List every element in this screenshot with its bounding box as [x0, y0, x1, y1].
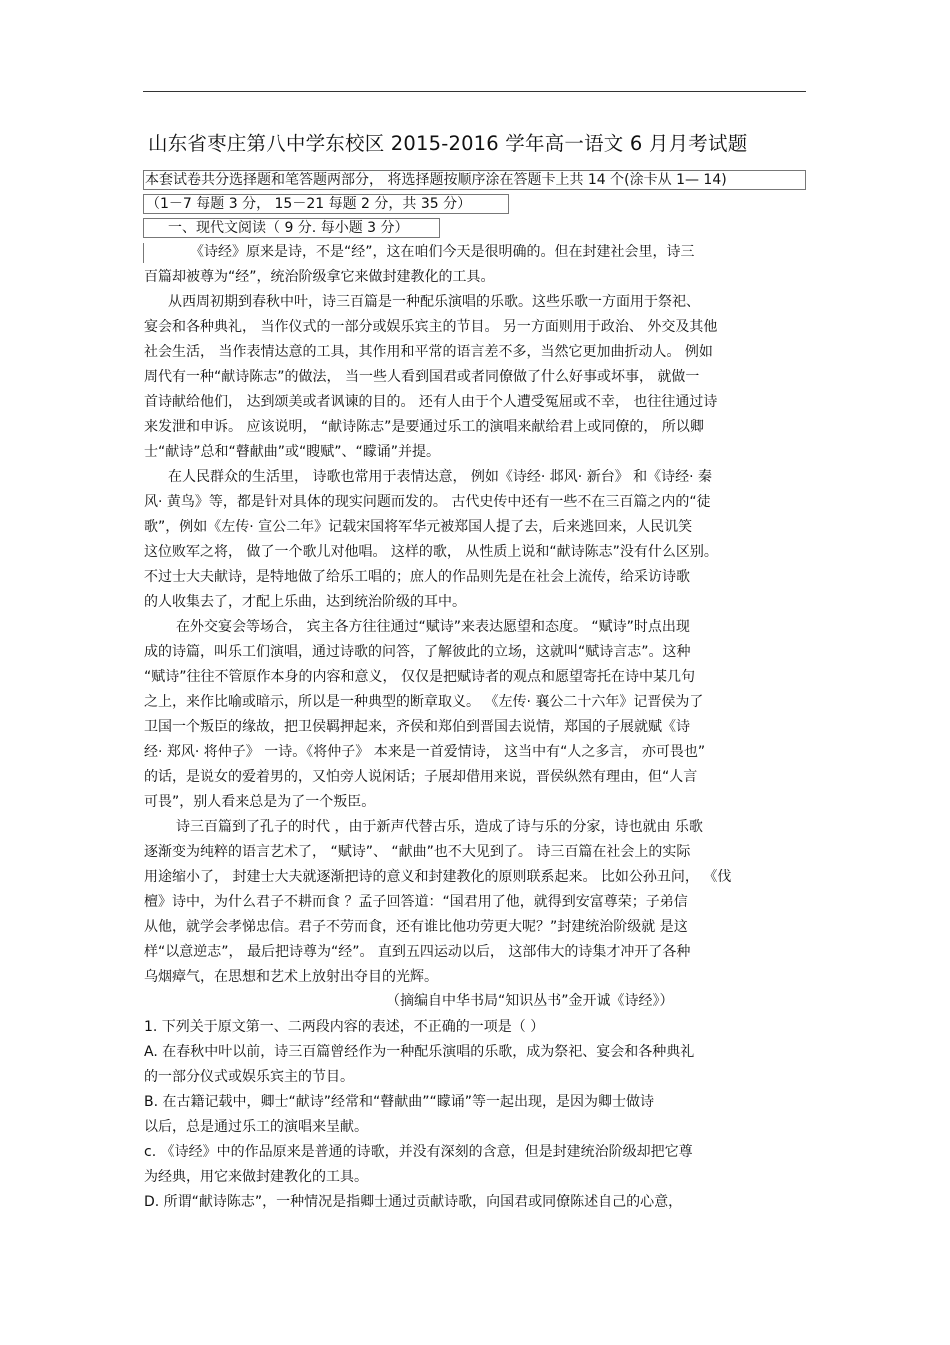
instruction-line-1: 本套试卷共分选择题和笔答题两部分， 将选择题按顺序涂在答题卡上共 14 个(涂卡从 1— 14)	[145, 172, 727, 188]
option-a: A. 在春秋中叶以前，诗三百篇曾经作为一种配乐演唱的乐歌，成为祭祀、宴会和各种典礼	[144, 1044, 695, 1060]
option-c-cont: 为经典，用它来做封建教化的工具。	[144, 1169, 368, 1185]
passage-line: 从他，就学会孝悌忠信。君子不劳而食，还有谁比他功劳更大呢？”封建统治阶级就 是这	[144, 919, 688, 935]
paragraph-marker-box	[143, 243, 165, 263]
passage-line: 卫国一个叛臣的缘故，把卫侯羁押起来，齐侯和郑伯到晋国去说情，郑国的子展就赋《诗	[144, 719, 690, 735]
question-stem: 1. 下列关于原文第一、二两段内容的表述，不正确的一项是（ ）	[144, 1019, 545, 1035]
passage-line: 宴会和各种典礼， 当作仪式的一部分或娱乐宾主的节目。 另一方面则用于政治、 外交及其他	[144, 319, 718, 335]
passage-line: 逐渐变为纯粹的语言艺术了， “赋诗”、 “献曲”也不大见到了。 诗三百篇在社会上的实际	[144, 844, 691, 860]
passage-line: 檀》诗中，为什么君子不耕而食 ？孟子回答道：“国君用了他，就得到安富尊荣；子弟信	[144, 894, 688, 910]
passage-line: 歌”，例如《左传· 宣公二年》记载宋国将军华元被郑国人提了去，后来逃回来，人民讥笑	[144, 519, 693, 535]
passage-line: 经· 郑风· 将仲子》 一诗。《将仲子》 本来是一首爱情诗， 这当中有“人之多言， 亦可畏也”	[144, 744, 706, 760]
passage-line: 用途缩小了， 封建士大夫就逐渐把诗的意义和封建教化的原则联系起来。 比如公孙丑问， 《伐	[144, 869, 732, 885]
passage-line: 风· 黄鸟》等，都是针对具体的现实问题而发的。 古代史传中还有一些不在三百篇之内的“徒	[144, 494, 711, 510]
passage-line: 在外交宴会等场合， 宾主各方往往通过“赋诗”来表达愿望和态度。 “赋诗”时点出现	[176, 619, 690, 635]
exam-title: 山东省枣庄第八中学东校区 2015-2016 学年高一语文 6 月月考试题	[148, 132, 748, 155]
passage-line: 不过士大夫献诗，是特地做了给乐工唱的；庶人的作品则先是在社会上流传，给采访诗歌	[144, 569, 690, 585]
instruction-line-2: （1－7 每题 3 分， 15－21 每题 2 分，共 35 分）	[146, 196, 472, 212]
option-c: c. 《诗经》中的作品原来是普通的诗歌，并没有深刻的含意，但是封建统治阶级却把它尊	[144, 1144, 693, 1160]
option-a-cont: 的一部分仪式或娱乐宾主的节目。	[144, 1069, 354, 1085]
passage-line: 可畏”，别人看来总是为了一个叛臣。	[144, 794, 376, 810]
passage-line: 诗三百篇到了孔子的时代 ，由于新声代替古乐，造成了诗与乐的分家，诗也就由 乐歌	[176, 819, 703, 835]
passage-line: 来发泄和申诉。 应该说明， “献诗陈志”是要通过乐工的演唱来献给君上或同僚的， 所以卿	[144, 419, 704, 435]
passage-line: 之上，来作比喻或暗示，所以是一种典型的断章取义。 《左传· 襄公二十六年》记晋侯为了	[144, 694, 704, 710]
passage-line: 这位败军之将， 做了一个歌儿对他唱。 这样的歌， 从性质上说和“献诗陈志”没有什么区别。	[144, 544, 718, 560]
passage-line: 首诗献给他们， 达到颂美或者讽谏的目的。 还有人由于个人遭受冤屈或不幸， 也往往通过诗	[144, 394, 718, 410]
passage-source: （摘编自中华书局“知识丛书”金开诚《诗经》）	[386, 993, 674, 1009]
passage-line: 周代有一种“献诗陈志”的做法， 当一些人看到国君或者同僚做了什么好事或坏事， 就做一	[144, 369, 700, 385]
header-rule	[143, 91, 806, 92]
passage-line: “赋诗”往往不管原作本身的内容和意义， 仅仅是把赋诗者的观点和愿望寄托在诗中某几句	[144, 669, 695, 685]
passage-line: 《诗经》原来是诗，不是“经”，这在咱们今天是很明确的。但在封建社会里，诗三	[190, 244, 695, 260]
option-b: B. 在古籍记载中，卿士“献诗”经常和“瞽献曲”“矇诵”等一起出现，是因为卿士做诗	[144, 1094, 655, 1110]
passage-line: 成的诗篇，叫乐工们演唱，通过诗歌的问答，了解彼此的立场，这就叫“赋诗言志”。这种	[144, 644, 691, 660]
option-d: D. 所谓“献诗陈志”，一种情况是指卿士通过贡献诗歌，向国君或同僚陈述自己的心意，	[144, 1194, 683, 1210]
passage-line: 的人收集去了，才配上乐曲，达到统治阶级的耳中。	[144, 594, 466, 610]
passage-line: 乌烟瘴气，在思想和艺术上放射出夺目的光辉。	[144, 969, 438, 985]
option-b-cont: 以后，总是通过乐工的演唱来呈献。	[144, 1119, 368, 1135]
passage-line: 从西周初期到春秋中叶，诗三百篇是一种配乐演唱的乐歌。这些乐歌一方面用于祭祀、	[168, 294, 700, 310]
passage-line: 样“以意逆志”， 最后把诗尊为“经”。 直到五四运动以后， 这部伟大的诗集才冲开了各种	[144, 944, 691, 960]
passage-line: 百篇却被尊为“经”，统治阶级拿它来做封建教化的工具。	[144, 269, 495, 285]
passage-line: 社会生活， 当作表情达意的工具，其作用和平常的语言差不多，当然它更加曲折动人。 例如	[144, 344, 713, 360]
section-heading: 一、现代文阅读（ 9 分. 每小题 3 分）	[168, 220, 409, 236]
passage-line: 的话，是说女的爱着男的，又怕旁人说闲话；子展却借用来说，晋侯纵然有理由，但“人言	[144, 769, 698, 785]
passage-line: 士“献诗”总和“瞽献曲”或“瞍赋”、“矇诵”并提。	[144, 444, 441, 460]
passage-line: 在人民群众的生活里， 诗歌也常用于表情达意， 例如《诗经· 邶风· 新台》 和《诗经· 秦	[168, 469, 713, 485]
